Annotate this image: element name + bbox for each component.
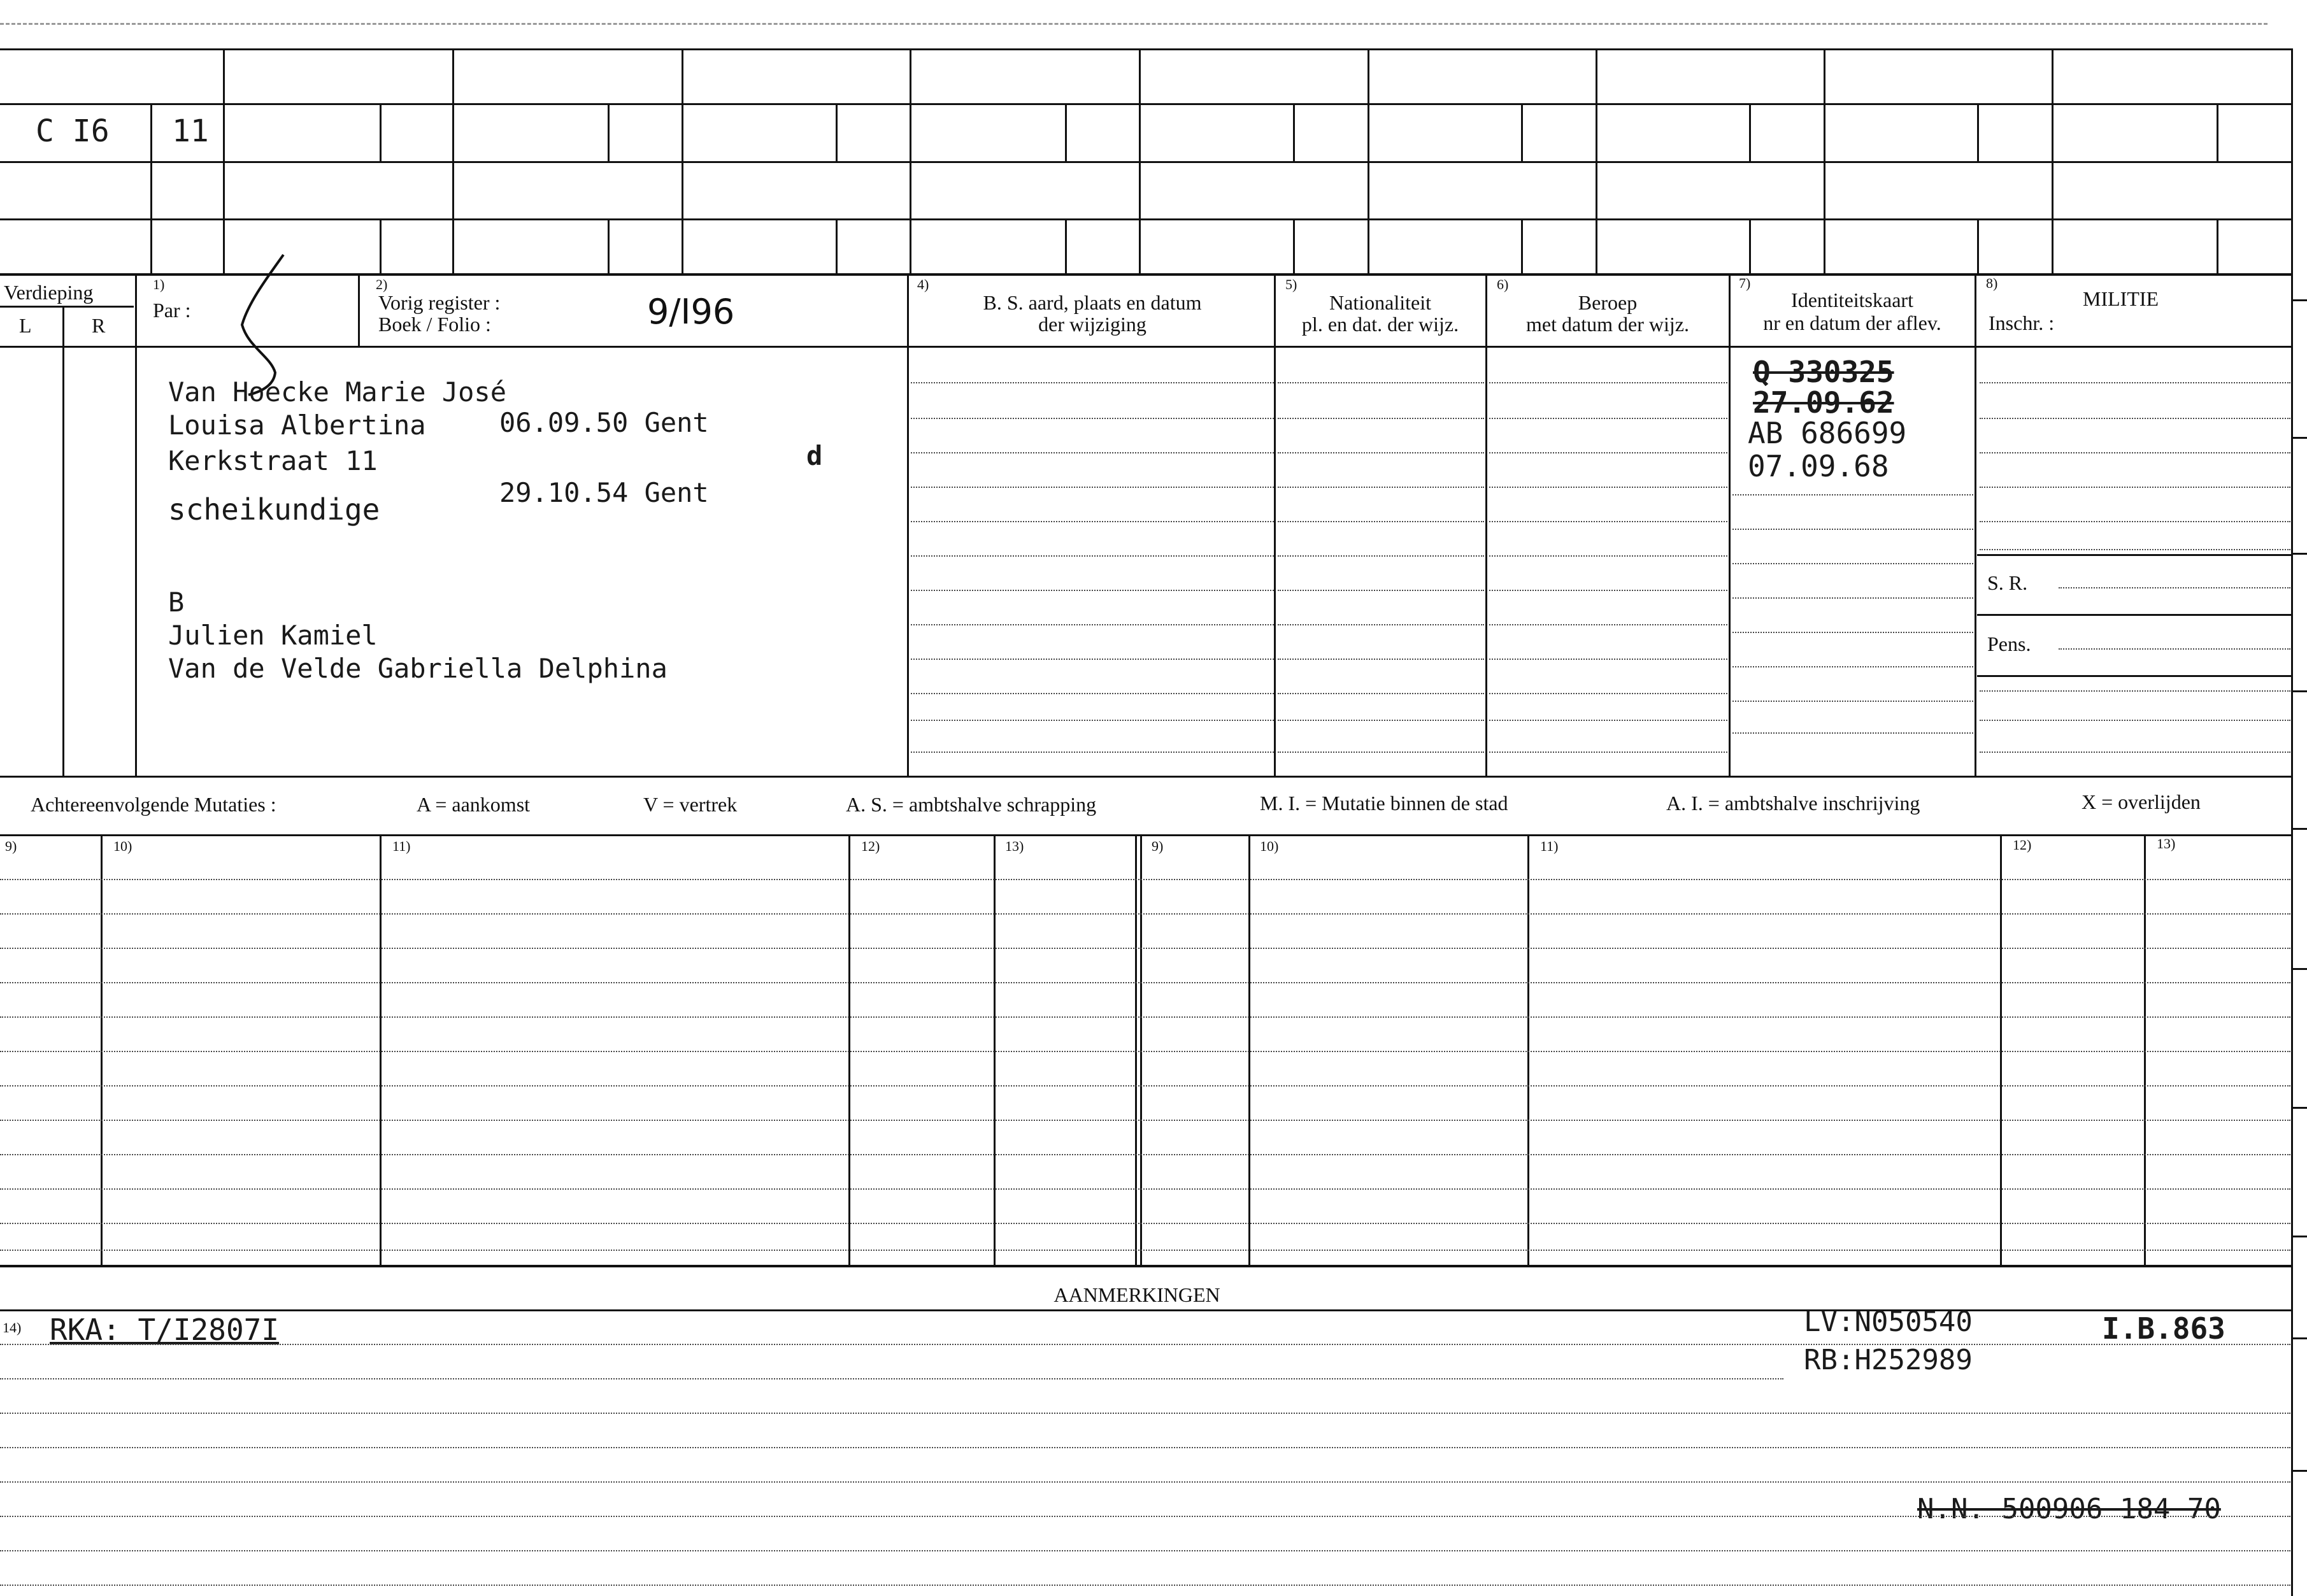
mut-col13-right: 13) — [2157, 836, 2176, 851]
register-code: C I6 — [36, 113, 110, 149]
mut-col13-left: 13) — [1005, 838, 1024, 854]
remark-rka: RKA: T/I2807I — [50, 1313, 280, 1347]
id-header-line1: Identiteitskaart — [1791, 289, 1913, 311]
beroep-number: 6) — [1497, 276, 1509, 292]
mut-col10-right: 10) — [1260, 838, 1279, 854]
mut-col9-left: 9) — [5, 838, 17, 854]
pens-label: Pens. — [1987, 632, 2031, 655]
id-date-2: 07.09.68 — [1748, 449, 1889, 483]
legend-v: V = vertrek — [643, 793, 738, 816]
person-b: B — [168, 587, 185, 618]
militie-header: MILITIE — [2083, 287, 2159, 310]
nat-number: 5) — [1285, 276, 1297, 292]
nat-header-line2: pl. en dat. der wijz. — [1301, 313, 1459, 336]
vorig-register-value: 9/I96 — [647, 292, 735, 332]
beroep-header-line2: met datum der wijz. — [1526, 313, 1689, 336]
par-label: Par : — [153, 299, 191, 322]
person-profession: scheikundige — [168, 492, 380, 527]
remark-rb: RB:H252989 — [1804, 1344, 1973, 1376]
militie-divider-3 — [1977, 675, 2293, 677]
col-lr-divider — [62, 306, 64, 777]
person-mother: Van de Velde Gabriella Delphina — [168, 653, 668, 684]
l-label: L — [19, 314, 32, 337]
legend-mi: M. I. = Mutatie binnen de stad — [1260, 792, 1508, 815]
remark-ib: I.B.863 — [2102, 1311, 2225, 1346]
bs-number: 4) — [917, 276, 929, 292]
col-bs-right — [1274, 275, 1276, 777]
mutations-title: Achtereenvolgende Mutaties : — [31, 793, 276, 816]
mut-col11-right: 11) — [1540, 838, 1559, 854]
mutations-top-line — [0, 776, 2293, 778]
vorig-number: 2) — [376, 276, 388, 292]
col-main-right — [907, 275, 909, 777]
vorig-register-label: Vorig register : — [378, 291, 501, 314]
remark-nn: N.N. 500906 184 70 — [1917, 1493, 2221, 1525]
bs-header-line2: der wijziging — [1038, 313, 1146, 336]
mut-col10-left: 10) — [113, 838, 132, 854]
verdieping-label: Verdieping — [4, 281, 94, 304]
col-beroep-right — [1729, 275, 1731, 777]
mutations-table-top — [0, 834, 2293, 836]
mut-col12-left: 12) — [861, 838, 880, 854]
right-border — [2291, 48, 2293, 1596]
col-par-right — [358, 275, 360, 346]
legend-as: A. S. = ambtshalve schrapping — [846, 793, 1097, 816]
header-top-line — [0, 273, 2293, 276]
remark-lv: LV:N050540 — [1804, 1306, 1973, 1338]
scan-top-edge — [0, 23, 2268, 25]
col-verdieping-right — [135, 275, 137, 777]
aanmerkingen-number: 14) — [3, 1320, 22, 1336]
militie-divider-1 — [1977, 554, 2293, 556]
person-given-names: Louisa Albertina — [168, 410, 426, 441]
verdieping-divider — [0, 306, 134, 308]
legend-x: X = overlijden — [2082, 790, 2201, 813]
id-card-1: Q 330325 — [1753, 355, 1894, 389]
person-mark: d — [806, 440, 823, 471]
top-border — [0, 48, 2293, 50]
bs-header-line1: B. S. aard, plaats en datum — [983, 291, 1202, 314]
mut-col9-right: 9) — [1152, 838, 1164, 854]
mutations-table-bottom — [0, 1265, 2293, 1267]
person-address: Kerkstraat 11 — [168, 445, 378, 476]
militie-divider-2 — [1977, 614, 2293, 616]
id-date-1: 27.09.62 — [1753, 385, 1894, 420]
col-nat-right — [1485, 275, 1487, 777]
person-birth: 06.09.50 Gent — [499, 407, 709, 438]
person-name: Van Hoecke Marie José — [168, 376, 507, 408]
legend-ai: A. I. = ambtshalve inschrijving — [1666, 792, 1920, 815]
id-card-2: AB 686699 — [1748, 416, 1907, 450]
nat-header-line1: Nationaliteit — [1329, 291, 1431, 314]
person-father: Julien Kamiel — [168, 620, 378, 651]
boek-folio-label: Boek / Folio : — [378, 313, 491, 336]
aanmerkingen-title: AANMERKINGEN — [1054, 1283, 1220, 1306]
militie-number: 8) — [1986, 275, 1998, 291]
id-number: 7) — [1739, 275, 1751, 291]
par-number: 1) — [153, 276, 165, 292]
register-number: 11 — [172, 113, 209, 149]
mut-col12-right: 12) — [2013, 837, 2032, 853]
sr-label: S. R. — [1987, 571, 2028, 594]
person-date2: 29.10.54 Gent — [499, 477, 709, 508]
col-id-right — [1975, 275, 1976, 777]
header-bottom-line — [0, 346, 2293, 348]
inschr-label: Inschr. : — [1989, 311, 2055, 334]
id-header-line2: nr en datum der aflev. — [1763, 311, 1941, 334]
legend-a: A = aankomst — [417, 793, 531, 816]
mut-col11-left: 11) — [392, 838, 411, 854]
beroep-header-line1: Beroep — [1578, 291, 1638, 314]
r-label: R — [92, 314, 106, 337]
